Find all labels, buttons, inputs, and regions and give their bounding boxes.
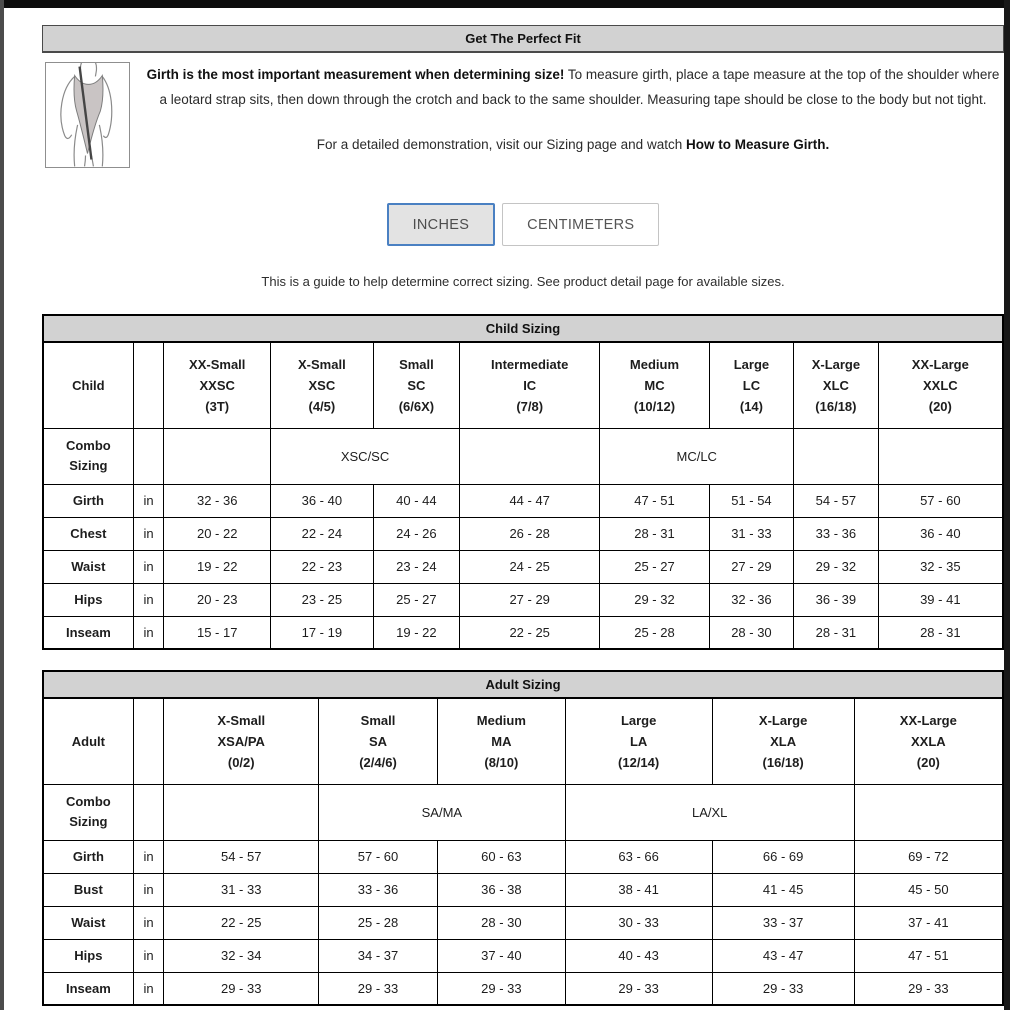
adult-measure-value: 29 - 33 <box>854 972 1003 1005</box>
adult-size-header: XX-Large XXLA (20) <box>854 698 1003 784</box>
child-measure-value: 51 - 54 <box>709 484 793 517</box>
girth-instructions-bold-lead: Girth is the most important measurement when determining size! <box>146 67 565 82</box>
child-measure-value: 22 - 23 <box>271 550 374 583</box>
adult-measure-value: 28 - 30 <box>438 906 566 939</box>
adult-measure-value: 54 - 57 <box>164 840 319 873</box>
child-size-header: XX-Small XXSC (3T) <box>164 342 271 428</box>
adult-combo-label: Combo Sizing <box>43 784 133 840</box>
child-measure-value: 23 - 25 <box>271 583 374 616</box>
adult-measure-value: 40 - 43 <box>565 939 712 972</box>
adult-measure-unit: in <box>133 972 164 1005</box>
adult-measure-value: 37 - 40 <box>438 939 566 972</box>
adult-measure-value: 63 - 66 <box>565 840 712 873</box>
adult-measure-unit: in <box>133 939 164 972</box>
child-measure-value: 28 - 31 <box>794 616 878 649</box>
child-measure-value: 22 - 25 <box>460 616 600 649</box>
unit-toggle-group <box>42 203 1004 246</box>
inches-button[interactable]: INCHES <box>387 203 496 246</box>
child-combo-cell <box>794 428 878 484</box>
child-measure-value: 32 - 36 <box>709 583 793 616</box>
child-table-caption: Child Sizing <box>43 315 1003 342</box>
adult-size-header: Large LA (12/14) <box>565 698 712 784</box>
frame-border-left <box>0 0 4 1010</box>
child-measure-value: 54 - 57 <box>794 484 878 517</box>
girth-instructions-paragraph <box>142 62 1004 112</box>
child-size-header: X-Small XSC (4/5) <box>271 342 374 428</box>
child-measure-value: 15 - 17 <box>164 616 271 649</box>
adult-measure-label: Bust <box>43 873 133 906</box>
girth-instructions <box>142 62 1004 157</box>
adult-row-label: Adult <box>43 698 133 784</box>
demo-instructions <box>142 132 1004 157</box>
adult-measure-value: 47 - 51 <box>854 939 1003 972</box>
child-measure-value: 27 - 29 <box>709 550 793 583</box>
page-title <box>42 25 1004 53</box>
demo-instructions-bold: How to Measure Girth. <box>685 137 830 152</box>
child-measure-value: 19 - 22 <box>373 616 459 649</box>
adult-combo-unit <box>133 784 164 840</box>
child-combo-cell <box>878 428 1003 484</box>
child-measure-value: 17 - 19 <box>271 616 374 649</box>
child-sizing-table <box>42 314 1004 650</box>
adult-measure-value: 33 - 37 <box>712 906 854 939</box>
frame-border-right <box>1004 0 1010 1010</box>
child-measure-value: 20 - 23 <box>164 583 271 616</box>
adult-measure-value: 25 - 28 <box>319 906 438 939</box>
adult-measure-value: 38 - 41 <box>565 873 712 906</box>
child-measure-label: Inseam <box>43 616 133 649</box>
girth-instructions-body: To measure girth, place a tape measure at the top of the shoulder where a leotard strap sits, then down through the crotch and back to the same shoulder. Measuring tape should be close to the body but not tight. <box>159 67 1000 107</box>
child-measure-value: 36 - 40 <box>271 484 374 517</box>
child-measure-value: 32 - 36 <box>164 484 271 517</box>
adult-measure-value: 69 - 72 <box>854 840 1003 873</box>
adult-measure-unit: in <box>133 840 164 873</box>
child-measure-value: 24 - 26 <box>373 517 459 550</box>
child-measure-value: 36 - 40 <box>878 517 1003 550</box>
adult-measure-value: 22 - 25 <box>164 906 319 939</box>
adult-combo-cell <box>854 784 1003 840</box>
child-measure-value: 57 - 60 <box>878 484 1003 517</box>
adult-measure-value: 32 - 34 <box>164 939 319 972</box>
adult-size-header: Small SA (2/4/6) <box>319 698 438 784</box>
child-measure-value: 19 - 22 <box>164 550 271 583</box>
sizing-guide-page <box>42 25 1004 1006</box>
child-measure-label: Waist <box>43 550 133 583</box>
child-row-label: Child <box>43 342 133 428</box>
adult-combo-cell: LA/XL <box>565 784 854 840</box>
child-measure-value: 23 - 24 <box>373 550 459 583</box>
adult-measure-value: 34 - 37 <box>319 939 438 972</box>
adult-table-caption: Adult Sizing <box>43 671 1003 698</box>
leotard-figure-icon <box>46 63 129 167</box>
adult-measure-value: 29 - 33 <box>319 972 438 1005</box>
adult-size-header: Medium MA (8/10) <box>438 698 566 784</box>
child-measure-value: 39 - 41 <box>878 583 1003 616</box>
page-title-text: Get The Perfect Fit <box>465 31 581 46</box>
child-size-header: Medium MC (10/12) <box>600 342 709 428</box>
sizing-guide-note: This is a guide to help determine correct sizing. See product detail page for available sizes. <box>261 274 785 289</box>
adult-sizing-table-slot <box>42 670 1004 1006</box>
adult-combo-cell: SA/MA <box>319 784 566 840</box>
child-size-header: X-Large XLC (16/18) <box>794 342 878 428</box>
child-measure-unit: in <box>133 550 164 583</box>
child-measure-unit: in <box>133 583 164 616</box>
adult-measure-label: Hips <box>43 939 133 972</box>
child-measure-label: Girth <box>43 484 133 517</box>
demo-instructions-prefix: For a detailed demonstration, visit our Sizing page and watch <box>316 137 686 152</box>
girth-intro-section <box>42 62 1004 170</box>
adult-measure-unit: in <box>133 906 164 939</box>
leotard-measurement-illustration <box>45 62 130 168</box>
adult-measure-value: 41 - 45 <box>712 873 854 906</box>
child-measure-value: 26 - 28 <box>460 517 600 550</box>
adult-measure-value: 29 - 33 <box>438 972 566 1005</box>
adult-measure-value: 43 - 47 <box>712 939 854 972</box>
frame-border-top <box>0 0 1010 8</box>
child-size-header: Large LC (14) <box>709 342 793 428</box>
child-measure-value: 29 - 32 <box>794 550 878 583</box>
adult-sizing-table <box>42 670 1004 1006</box>
adult-measure-value: 45 - 50 <box>854 873 1003 906</box>
child-measure-value: 20 - 22 <box>164 517 271 550</box>
adult-measure-unit: in <box>133 873 164 906</box>
adult-measure-label: Waist <box>43 906 133 939</box>
child-measure-value: 25 - 28 <box>600 616 709 649</box>
child-measure-value: 24 - 25 <box>460 550 600 583</box>
child-combo-cell: MC/LC <box>600 428 794 484</box>
child-measure-label: Chest <box>43 517 133 550</box>
adult-measure-value: 30 - 33 <box>565 906 712 939</box>
child-measure-value: 44 - 47 <box>460 484 600 517</box>
adult-measure-value: 29 - 33 <box>565 972 712 1005</box>
centimeters-button[interactable]: CENTIMETERS <box>502 203 659 246</box>
child-size-header: Intermediate IC (7/8) <box>460 342 600 428</box>
child-combo-cell: XSC/SC <box>271 428 460 484</box>
child-measure-value: 36 - 39 <box>794 583 878 616</box>
child-measure-value: 47 - 51 <box>600 484 709 517</box>
adult-measure-value: 60 - 63 <box>438 840 566 873</box>
child-size-header: XX-Large XXLC (20) <box>878 342 1003 428</box>
adult-measure-value: 29 - 33 <box>712 972 854 1005</box>
child-measure-value: 25 - 27 <box>373 583 459 616</box>
adult-combo-cell <box>164 784 319 840</box>
adult-measure-value: 66 - 69 <box>712 840 854 873</box>
adult-measure-value: 31 - 33 <box>164 873 319 906</box>
adult-measure-label: Girth <box>43 840 133 873</box>
child-measure-value: 28 - 30 <box>709 616 793 649</box>
child-sizing-table-slot <box>42 314 1004 650</box>
child-measure-value: 28 - 31 <box>878 616 1003 649</box>
child-size-header: Small SC (6/6X) <box>373 342 459 428</box>
adult-unit-header <box>133 698 164 784</box>
child-combo-cell <box>164 428 271 484</box>
adult-size-header: X-Small XSA/PA (0/2) <box>164 698 319 784</box>
child-measure-value: 29 - 32 <box>600 583 709 616</box>
child-measure-value: 25 - 27 <box>600 550 709 583</box>
child-measure-value: 40 - 44 <box>373 484 459 517</box>
adult-measure-value: 29 - 33 <box>164 972 319 1005</box>
adult-measure-value: 33 - 36 <box>319 873 438 906</box>
child-measure-label: Hips <box>43 583 133 616</box>
child-combo-unit <box>133 428 164 484</box>
child-measure-value: 31 - 33 <box>709 517 793 550</box>
adult-measure-value: 36 - 38 <box>438 873 566 906</box>
child-combo-cell <box>460 428 600 484</box>
adult-measure-value: 37 - 41 <box>854 906 1003 939</box>
child-combo-label: Combo Sizing <box>43 428 133 484</box>
child-measure-value: 28 - 31 <box>600 517 709 550</box>
child-measure-unit: in <box>133 517 164 550</box>
child-measure-unit: in <box>133 484 164 517</box>
child-measure-value: 33 - 36 <box>794 517 878 550</box>
adult-measure-label: Inseam <box>43 972 133 1005</box>
child-measure-unit: in <box>133 616 164 649</box>
adult-size-header: X-Large XLA (16/18) <box>712 698 854 784</box>
adult-measure-value: 57 - 60 <box>319 840 438 873</box>
child-measure-value: 22 - 24 <box>271 517 374 550</box>
child-measure-value: 27 - 29 <box>460 583 600 616</box>
child-measure-value: 32 - 35 <box>878 550 1003 583</box>
child-unit-header <box>133 342 164 428</box>
